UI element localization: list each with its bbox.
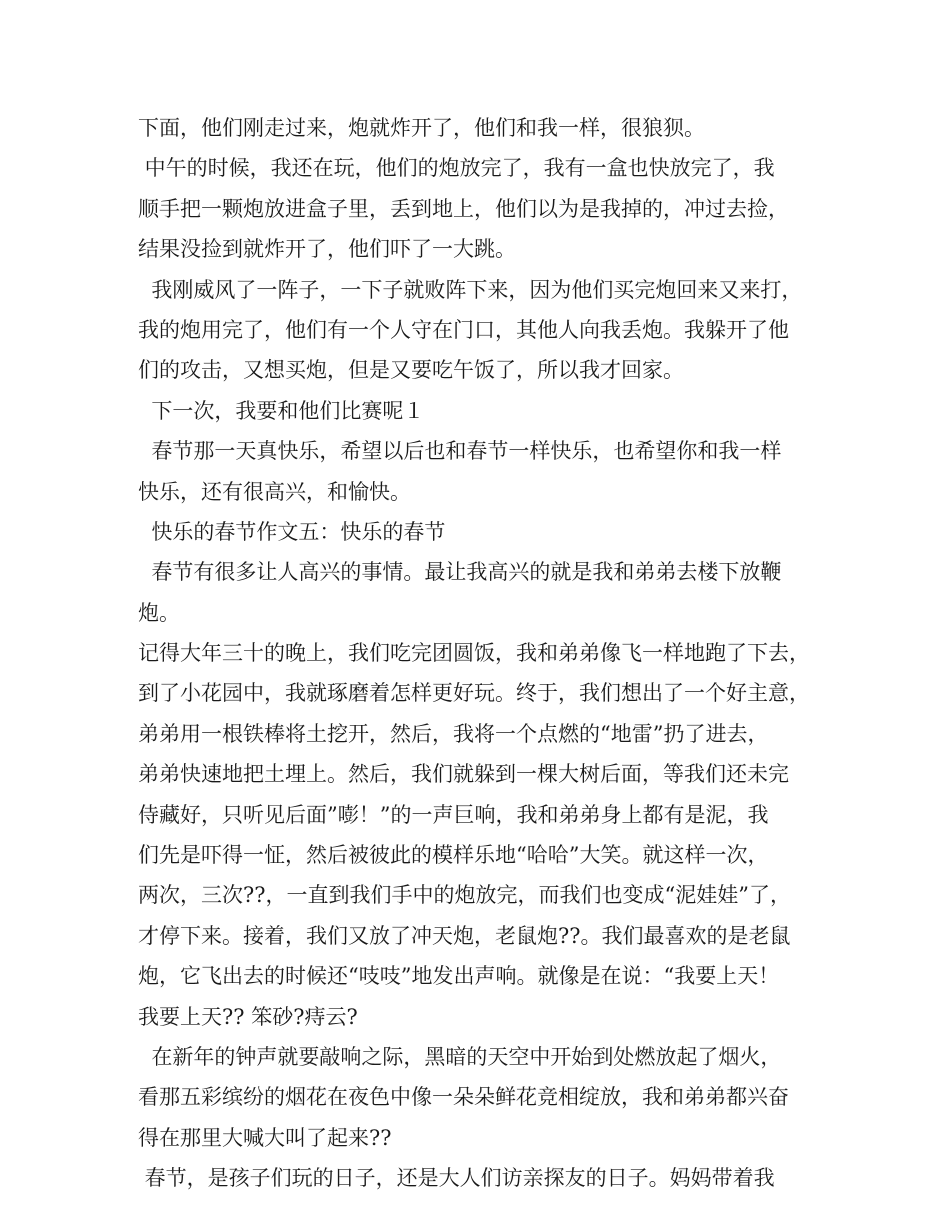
text-line: 炮，它飞出去的时候还“吱吱”地发出声响。就像是在说：“我要上天！ [138, 964, 780, 989]
text-line: 得在那里大喊大叫了起来?? [138, 1125, 392, 1150]
text-line: 春节，是孩子们玩的日子，还是大人们访亲探友的日子。妈妈带着我 [138, 1166, 775, 1191]
text-line: 弟弟快速地把土埋上。然后，我们就躲到一棵大树后面，等我们还未完 [138, 762, 789, 787]
text-line: 侍藏好，只听见后面”嘭！”的一声巨响，我和弟弟身上都有是泥，我 [138, 802, 769, 827]
text-line: 们先是吓得一怔，然后被彼此的模样乐地“哈哈”大笑。就这样一次， [138, 843, 769, 868]
text-line: 春节有很多让人高兴的事情。最让我高兴的就是我和弟弟去楼下放鞭 [138, 560, 782, 585]
text-line: 我要上天?? 笨砂?痔云? [138, 1004, 358, 1029]
section-heading: 快乐的春节作文五：快乐的春节 [138, 519, 446, 544]
text-line: 下一次，我要和他们比赛呢１ [138, 398, 425, 423]
text-line: 在新年的钟声就要敲响之际，黑暗的天空中开始到处燃放起了烟火， [138, 1044, 782, 1069]
text-line: 快乐，还有很高兴，和愉快。 [138, 479, 411, 504]
text-line: 下面，他们刚走过来，炮就炸开了，他们和我一样，很狼狈。 [138, 116, 705, 140]
text-line: 到了小花园中，我就琢磨着怎样更好玩。终于，我们想出了一个好主意， [138, 681, 810, 706]
text-line: 中午的时候，我还在玩，他们的炮放完了，我有一盒也快放完了，我 [138, 156, 775, 181]
text-line: 结果没捡到就炸开了，他们吓了一大跳。 [138, 237, 516, 262]
text-line: 们的攻击，又想买炮，但是又要吃午饭了，所以我才回家。 [138, 358, 684, 383]
text-line: 记得大年三十的晚上，我们吃完团圆饭，我和弟弟像飞一样地跑了下去， [138, 641, 810, 666]
text-line: 我的炮用完了，他们有一个人守在门口，其他人向我丢炮。我躲开了他 [138, 317, 789, 342]
document-body [138, 108, 828, 1199]
text-line: 我刚威风了一阵子，一下子就败阵下来，因为他们买完炮回来又来打， [138, 277, 803, 302]
text-line: 春节那一天真快乐，希望以后也和春节一样快乐，也希望你和我一样 [138, 439, 782, 464]
text-line: 两次，三次??，一直到我们手中的炮放完，而我们也变成“泥娃娃”了， [138, 883, 791, 908]
text-line: 看那五彩缤纷的烟花在夜色中像一朵朵鲜花竞相绽放，我和弟弟都兴奋 [138, 1085, 789, 1110]
text-line: 炮。 [138, 600, 180, 625]
text-line: 才停下来。接着，我们又放了冲天炮，老鼠炮??。我们最喜欢的是老鼠 [138, 923, 791, 948]
text-line: 弟弟用一根铁棒将土挖开，然后，我将一个点燃的“地雷”扔了进去， [138, 721, 769, 746]
text-line: 顺手把一颗炮放进盒子里，丢到地上，他们以为是我掉的，冲过去捡， [138, 196, 789, 221]
